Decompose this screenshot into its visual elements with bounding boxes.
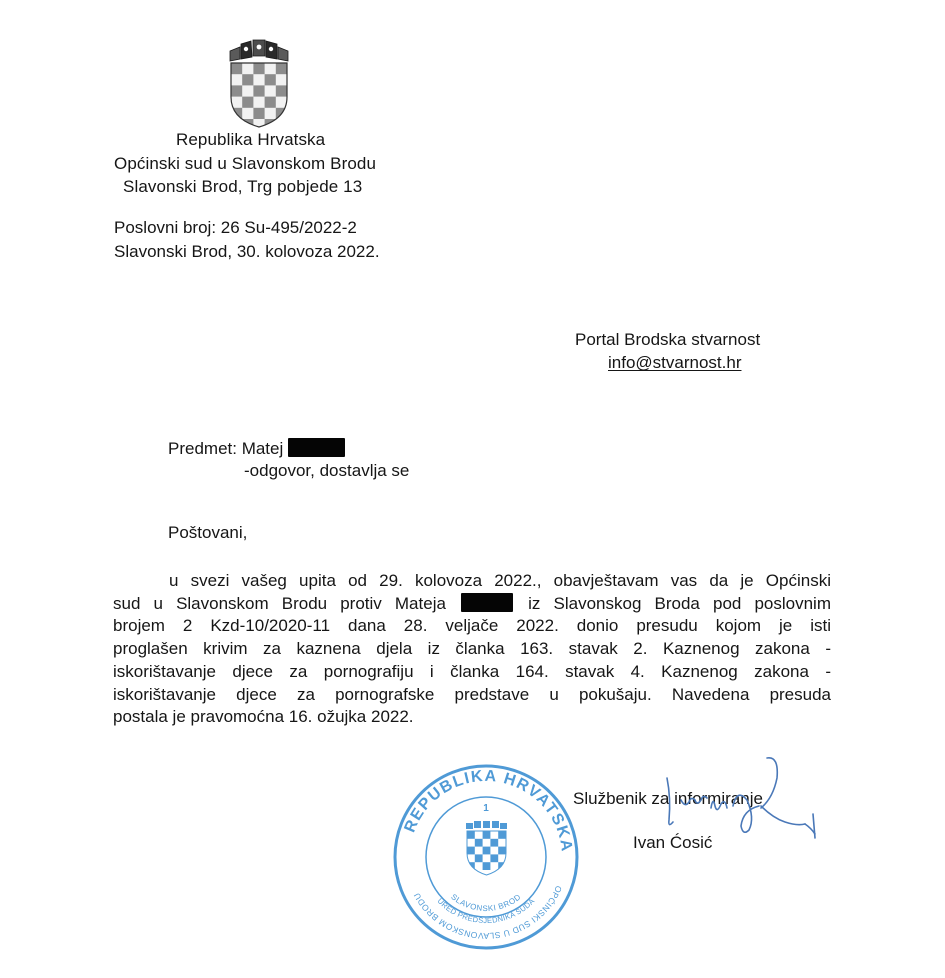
redaction-bar: [461, 593, 513, 612]
recipient-email: info@stvarnost.hr: [608, 353, 742, 372]
official-stamp: [392, 763, 580, 951]
body-line: postala je pravomoćna 16. ožujka 2022.: [113, 707, 414, 727]
svg-text:REPUBLIKA HRVATSKA: REPUBLIKA HRVATSKA: [401, 767, 576, 854]
recipient-name: Portal Brodska stvarnost: [575, 330, 761, 349]
redaction-bar: [288, 438, 345, 457]
court-country: Republika Hrvatska: [176, 130, 326, 149]
svg-text:1: 1: [483, 803, 489, 814]
signatory-name: Ivan Ćosić: [633, 833, 713, 852]
court-name: Općinski sud u Slavonskom Brodu: [114, 154, 377, 173]
case-number: Poslovni broj: 26 Su-495/2022-2: [114, 218, 357, 237]
handwritten-signature: [655, 748, 835, 848]
body-line: iskorištavanje djece za pornografske predstave u pokušaju. Navedena presuda: [113, 684, 831, 704]
subject-label: Predmet: Matej: [168, 439, 284, 458]
svg-text:SLAVONSKI BROD: SLAVONSKI BROD: [449, 892, 523, 914]
body-line: iskorištavanje djece za pornografiju i članka 164. stavak 4. Kaznenog zakona -: [113, 661, 831, 681]
court-address: Slavonski Brod, Trg pobjede 13: [123, 177, 363, 196]
body-line: u svezi vašeg upita od 29. kolovoza 2022., obavještavam vas da je Općinski: [169, 571, 831, 590]
place-date: Slavonski Brod, 30. kolovoza 2022.: [114, 242, 380, 261]
subject-note: -odgovor, dostavlja se: [244, 461, 410, 480]
svg-text:OPĆINSKI SUD U SLAVONSKOM BROD: OPĆINSKI SUD U SLAVONSKOM BRODU: [411, 884, 565, 942]
letter-body: [113, 570, 831, 729]
coat-of-arms-logo: [228, 37, 290, 129]
body-line: proglašen krivim za kaznena djela iz članka 163. stavak 2. Kaznenog zakona -: [113, 639, 831, 659]
greeting: Poštovani,: [168, 523, 248, 542]
subject-line: [168, 438, 345, 459]
signatory-title: Službenik za informiranje: [573, 789, 763, 808]
body-line: brojem 2 Kzd-10/2020-11 dana 28. veljače 2022. donio presudu kojom je isti: [113, 616, 831, 636]
svg-text:URED PREDSJEDNIKA SUDA: URED PREDSJEDNIKA SUDA: [435, 896, 537, 926]
body-line: sud u Slavonskom Brodu protiv Mateja iz Slavonskog Broda pod poslovnim: [113, 593, 831, 613]
